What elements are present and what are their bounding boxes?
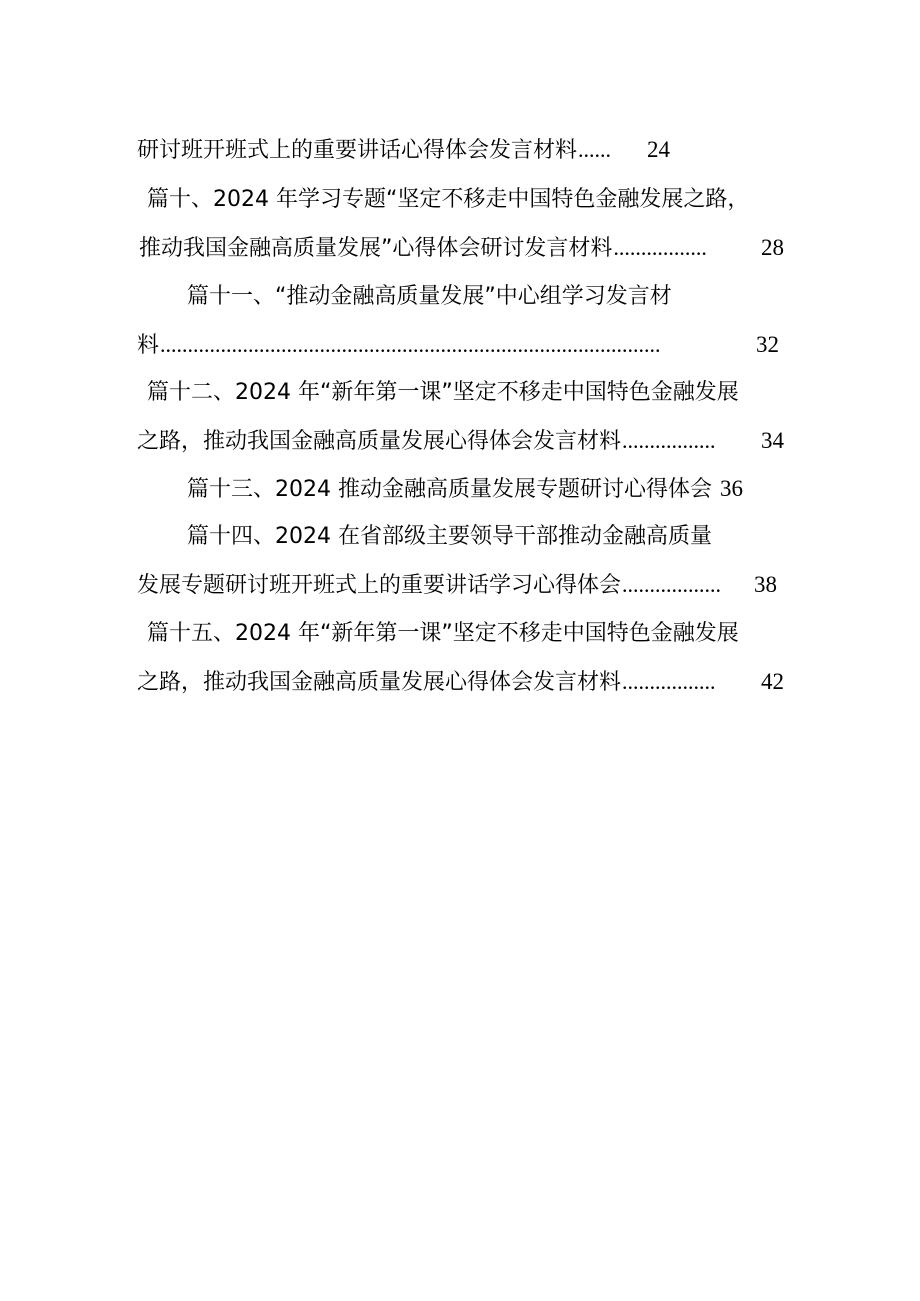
toc-entry-text: 篇十四、2024 在省部级主要领导干部推动金融高质量: [187, 524, 712, 549]
toc-page-number: 36: [719, 476, 743, 501]
toc-entry-line: [147, 185, 787, 215]
toc-leader-dots: .................: [622, 669, 716, 694]
toc-entry-line: [187, 474, 762, 505]
toc-leader-dots: .................: [613, 235, 707, 260]
toc-entry-line: [137, 135, 670, 166]
toc-entry-line: [139, 233, 784, 264]
toc-entry-text: 料: [137, 333, 160, 358]
toc-page-number: 34: [761, 428, 784, 453]
toc-leader-dots: ......: [578, 137, 612, 162]
toc-entry-line: [187, 522, 747, 552]
toc-entry-text: 发展专题研讨班开班式上的重要讲话学习心得体会: [137, 573, 622, 598]
toc-entry-line: [147, 619, 787, 649]
toc-leader-dots: ...........................................................................................: [160, 332, 661, 357]
toc-entry-text: 之路，推动我国金融高质量发展心得体会发言材料: [137, 670, 622, 695]
toc-entry-line: [137, 570, 777, 601]
toc-entry-text: 篇十、2024 年学习专题“坚定不移走中国特色金融发展之路，: [147, 187, 750, 212]
toc-entry-text: 篇十三、2024 推动金融高质量发展专题研讨心得体会: [187, 477, 712, 502]
toc-entry-text: 之路，推动我国金融高质量发展心得体会发言材料: [137, 429, 622, 454]
toc-page-number: 42: [761, 669, 784, 694]
toc-entry-text: 篇十一、“推动金融高质量发展”中心组学习发言材: [187, 284, 672, 309]
toc-entry-line: [147, 378, 787, 408]
toc-entry-line: [137, 426, 784, 457]
toc-entry-text: 篇十二、2024 年“新年第一课”坚定不移走中国特色金融发展: [147, 380, 739, 405]
toc-entry-line: [137, 330, 779, 361]
toc-page-number: 38: [754, 572, 777, 597]
toc-entry-line: [137, 667, 784, 698]
toc-page-number: 32: [756, 332, 779, 357]
toc-page-number: 24: [647, 137, 670, 162]
toc-entry-text: 研讨班开班式上的重要讲话心得体会发言材料: [137, 138, 578, 163]
toc-entry-text: 推动我国金融高质量发展”心得体会研讨发言材料: [139, 236, 613, 261]
toc-leader-dots: ..................: [622, 572, 722, 597]
toc-leader-dots: .................: [622, 428, 716, 453]
toc-entry-text: 篇十五、2024 年“新年第一课”坚定不移走中国特色金融发展: [147, 621, 739, 646]
toc-entry-line: [187, 282, 747, 312]
toc-page-number: 28: [761, 235, 784, 260]
